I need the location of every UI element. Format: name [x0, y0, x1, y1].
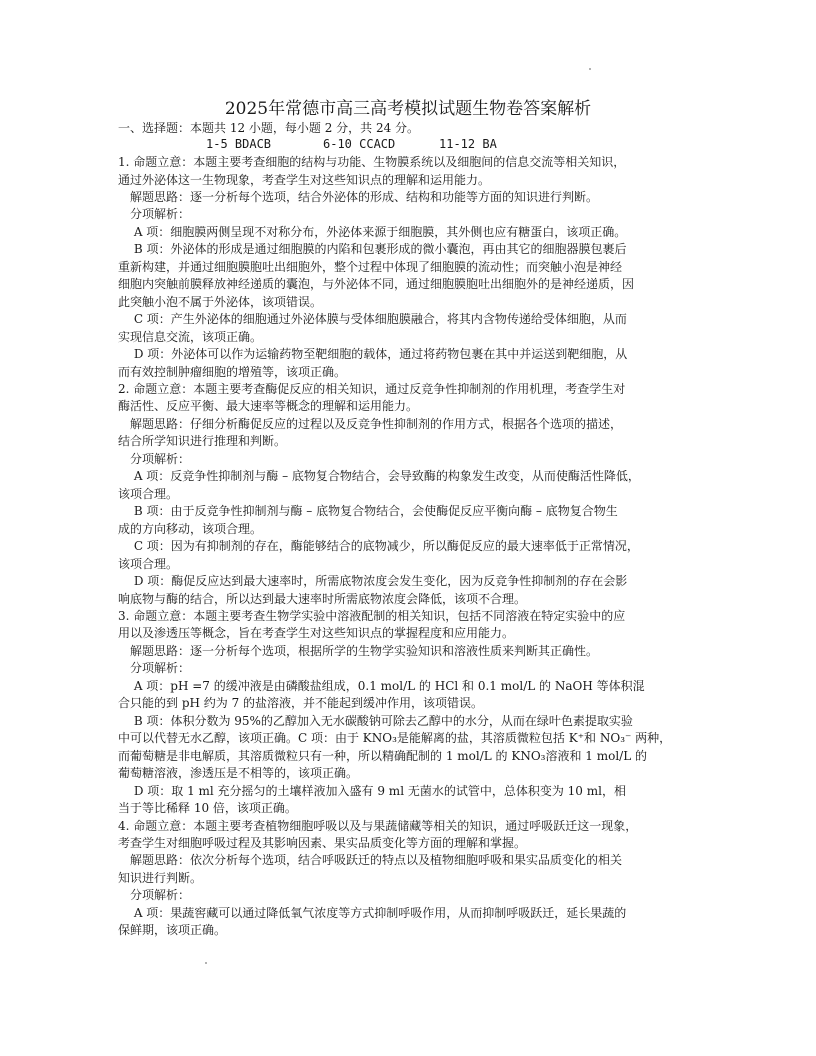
text-line: D 项：酶促反应达到最大速率时，所需底物浓度会发生变化，因为反竞争性抑制剂的存在会影 [118, 574, 628, 588]
text-line: 响底物与酶的结合，所以达到最大速率时所需底物浓度会降低，该项不合理。 [118, 591, 527, 606]
text-line: 当于等比稀释 10 倍，该项正确。 [118, 801, 297, 815]
text-line: A 项：反竞争性抑制剂与酶 – 底物复合物结合，会导致酶的构象发生改变，从而使酶活性降低， [118, 469, 640, 484]
text-line: 合只能的到 pH 约为 7 的盐溶液，并不能起到缓冲作用，该项错误。 [118, 696, 484, 711]
text-line: 结合所学知识进行推理和判断。 [118, 434, 287, 449]
text-line: 重新构建，并通过细胞膜胞吐出细胞外，整个过程中体现了细胞膜的流动性；而突触小泡是神经 [118, 259, 623, 274]
text-line: B 项：体积分数为 95%的乙醇加入无水碳酸钠可除去乙醇中的水分，从而在绿叶色素提取实验 [118, 713, 633, 728]
text-line: 解题思路：逐一分析每个选项，结合外泌体的形成、结构和功能等方面的知识进行判断。 [118, 189, 599, 204]
answer-key-3: 11-12 BA [439, 137, 497, 151]
text-line: 酶活性、反应平衡、最大速率等概念的理解和运用能力。 [118, 399, 419, 414]
text-line: 3. 命题立意：本题主要考查生物学实验中溶液配制的相关知识，包括不同溶液在特定实验中的应 [118, 609, 626, 623]
text-line: 1. 命题立意：本题主要考查细胞的结构与功能、生物膜系统以及细胞间的信息交流等相关知识， [118, 155, 626, 169]
text-line: A 项：pH =7 的缓冲液是由磷酸盐组成，0.1 mol/L 的 HCl 和 0.1 mol/L 的 NaOH 等体积混 [118, 678, 645, 693]
text-line: C 项：产生外泌体的细胞通过外泌体膜与受体细胞膜融合，将其内含物传递给受体细胞，从而 [118, 312, 627, 327]
text-line: 分项解析： [118, 451, 191, 466]
text-line: B 项：由于反竞争性抑制剂与酶 – 底物复合物结合，会使酶促反应平衡向酶 – 底物复合物生 [118, 504, 618, 519]
text-line: 4. 命题立意：本题主要考查植物细胞呼吸以及与果蔬储藏等相关的知识，通过呼吸跃迁这一现象， [118, 818, 638, 833]
text-line: 2. 命题立意：本题主要考查酶促反应的相关知识，通过反竞争性抑制剂的作用机理，考查学生对 [118, 382, 626, 396]
text-line: 该项合理。 [118, 556, 179, 571]
answer-key-1: 1-5 BDACB [206, 137, 272, 151]
text-line: 通过外泌体这一生物现象，考查学生对这些知识点的理解和运用能力。 [118, 172, 491, 187]
text-line: 实现信息交流，该项正确。 [118, 329, 263, 344]
text-line: 该项合理。 [118, 486, 179, 501]
text-line: 而有效控制肿瘤细胞的增殖等，该项正确。 [118, 364, 347, 379]
text-line: 此突触小泡不属于外泌体，该项错误。 [118, 294, 323, 309]
text-line: 葡萄糖溶液，渗透压是不相等的，该项正确。 [118, 766, 359, 781]
text-line: C 项：因为有抑制剂的存在，酶能够结合的底物减少，所以酶促反应的最大速率低于正常情况， [118, 539, 639, 554]
text-line: 分项解析： [118, 888, 191, 903]
text-line: D 项：取 1 ml 充分摇匀的土壤样液加入盛有 9 ml 无菌水的试管中，总体积变为 10 ml，相 [118, 783, 626, 798]
text-line: B 项：外泌体的形成是通过细胞膜的内陷和包裹形成的微小囊泡，再由其它的细胞器膜包裹后 [118, 242, 627, 257]
document-title: 2025年常德市高三高考模拟试题生物卷答案解析 [224, 99, 592, 119]
text-line: 分项解析： [118, 207, 191, 222]
text-line: 细胞内突触前膜释放神经递质的囊泡，与外泌体不同，通过细胞膜胞吐出细胞外的是神经递质，因 [118, 277, 635, 292]
text-line: 中可以代替无水乙醇，该项正确。C 项：由于 KNO₃是能解离的盐，其溶质微粒包括 K⁺和 NO₃⁻ 两种， [118, 731, 672, 746]
text-line: 考查学生对细胞呼吸过程及其影响因素、果实品质变化等方面的理解和掌握。 [118, 835, 527, 850]
section-heading: 一、选择题：本题共 12 小题，每小题 2 分，共 24 分。 [118, 121, 420, 135]
text-line: D 项：外泌体可以作为运输药物至靶细胞的载体，通过将药物包裹在其中并运送到靶细胞，从 [118, 347, 628, 362]
text-line: 分项解析： [118, 661, 191, 676]
text-line: A 项：果蔬窖藏可以通过降低氧气浓度等方式抑制呼吸作用，从而抑制呼吸跃迁，延长果蔬的 [118, 905, 627, 920]
text-line: 知识进行判断。 [118, 870, 203, 885]
text-line: 保鲜期，该项正确。 [118, 923, 227, 938]
text-line: 解题思路：依次分析每个选项，结合呼吸跃迁的特点以及植物细胞呼吸和果实品质变化的相关 [118, 853, 623, 868]
text-line: 用以及渗透压等概念，旨在考查学生对这些知识点的掌握程度和应用能力。 [118, 626, 515, 641]
text-line: A 项：细胞膜两侧呈现不对称分布，外泌体来源于细胞膜，其外侧也应有糖蛋白，该项正确。 [118, 224, 627, 239]
text-line: 解题思路：仔细分析酶促反应的过程以及反竞争性抑制剂的作用方式，根据各个选项的描述， [118, 416, 623, 431]
scan-speck [205, 962, 207, 964]
text-line: 解题思路：逐一分析每个选项，根据所学的生物学实验知识和溶液性质来判断其正确性。 [118, 643, 599, 658]
text-line: 成的方向移动，该项合理。 [118, 521, 263, 536]
answer-key-2: 6-10 CCACD [323, 137, 396, 151]
text-line: 而葡萄糖是非电解质，其溶质微粒只有一种，所以精确配制的 1 mol/L 的 KNO₃溶液和 1 mol/L 的 [118, 748, 647, 763]
scan-speck [589, 68, 591, 70]
